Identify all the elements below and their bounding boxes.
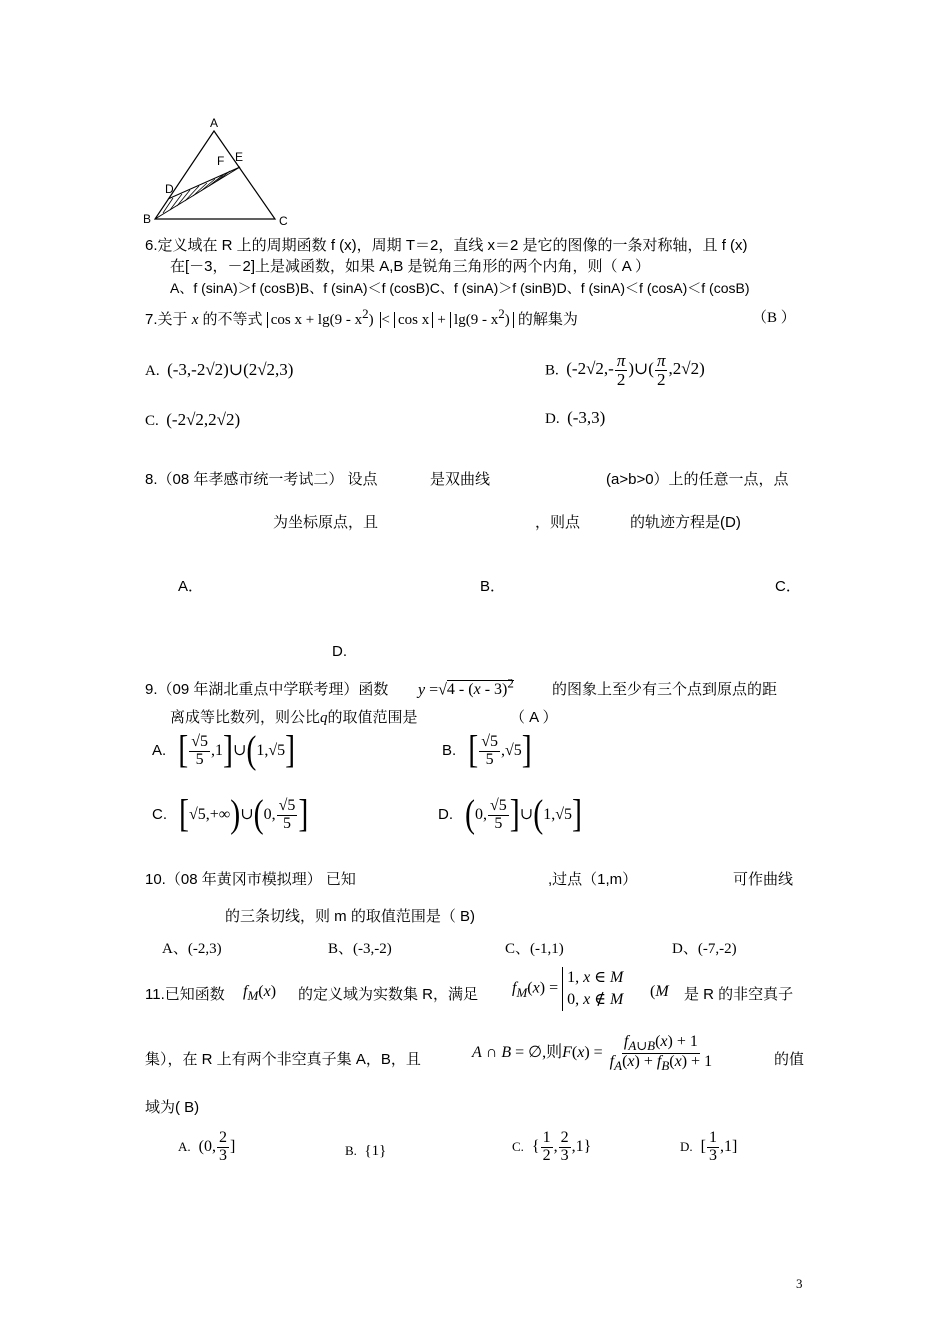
q6-line3: A、f (sinA)＞f (cosB)B、f (sinA)＜f (cosB)C、f (sinA)＞f (sinB)D、f (sinA)＜f (cosA)＜f (cosB) — [170, 280, 750, 296]
q8-line1c: (a>b>0）上的任意一点，点 — [606, 471, 789, 488]
q9-option-a: A. [ $\frac{√5}{5}$ ,1]∪(1,√5] — [152, 729, 296, 773]
q10-option-c: C、(-1,1) — [505, 941, 564, 957]
q7-stem: 7.关于 x 的不等式 $\cos x + \lg(9 - x^2) < \cos x + \lg(9 - x^2)$ 的解集为 — [145, 306, 578, 328]
q6-line1: 6.定义域在 R 上的周期函数 f (x)，周期 T＝2，直线 x＝2 是它的图像的一条对称轴，且 f (x) — [145, 237, 748, 254]
q11-option-b: B. {1} — [345, 1143, 387, 1159]
q7-option-b: B. (-2√2,- $\frac{\pi}{2}$ )∪( $\frac{\pi}{2}$ ,2√2) — [545, 351, 705, 389]
q11-option-d: D. [ $\frac{1}{3}$ ,1] — [680, 1129, 738, 1164]
q9-option-c: C. [√5,+∞)∪(0, $\frac{√5}{5}$ ] — [152, 793, 309, 837]
label-c: C — [279, 214, 288, 228]
q7-abs-left: $\cos x + \lg(9 - x^2)$ — [267, 312, 382, 328]
q9-option-b: B. [ $\frac{√5}{5}$ ,√5] — [442, 729, 532, 773]
triangle-figure — [135, 115, 295, 233]
q11-line1a: 11.已知函数 — [145, 986, 225, 1003]
q6-line2: 在[－3，－2]上是减函数，如果 A,B 是锐角三角形的两个内角，则（ A ） — [170, 258, 651, 275]
q9-line1b: 的图象上至少有三个点到原点的距 — [552, 681, 778, 698]
label-b: B — [143, 212, 152, 226]
q11-piecewise: $f_M(x)$ = 1, x ∈ M 0, x ∉ M — [512, 967, 623, 1011]
q11-line1c: 是 R 的非空真子 — [684, 986, 794, 1003]
q10-option-b: B、(-3,-2) — [328, 941, 392, 957]
q8-option-b: B． — [480, 578, 506, 595]
q8-line2a: 为坐标原点，且 — [273, 514, 379, 531]
q10-line2: 的三条切线，则 m 的取值范围是（ B) — [225, 908, 475, 925]
q10-option-d: D、(-7,-2) — [672, 941, 737, 957]
q8-option-a: A． — [178, 578, 204, 595]
q11-formula: A ∩ B = ∅,则F(x) = $\frac{f_{A\cup B}(x) + 1}{f_A(x) + f_B(x) + 1}$ — [472, 1033, 713, 1074]
q10-option-a: A、(-2,3) — [162, 941, 222, 957]
q7-option-a: A. (-3,-2√2)∪(2√2,3) — [145, 360, 294, 379]
q11-line1b: 的定义域为实数集 R，满足 — [298, 986, 479, 1003]
q9-line1a: 9.（09 年湖北重点中学联考理）函数 — [145, 681, 389, 698]
q11-option-a: A. (0, $\frac{2}{3}$ ] — [178, 1129, 236, 1164]
q8-line2c: 的轨迹方程是(D) — [630, 514, 741, 531]
q9-option-d: D. (0, $\frac{√5}{5}$ ]∪(1,√5] — [438, 793, 582, 837]
q7-answer: （B ） — [752, 310, 796, 326]
q11-line2a: 集），在 R 上有两个非空真子集 A，B，且 — [145, 1051, 421, 1068]
q11-option-c: C. { $\frac{1}{2}$ , $\frac{2}{3}$ ,1} — [512, 1129, 592, 1164]
q11-line3: 域为( B) — [145, 1099, 200, 1116]
label-a: A — [210, 116, 219, 130]
q10-line1c: 可作曲线 — [733, 871, 794, 888]
q7-option-d: D. (-3,3) — [545, 408, 606, 427]
q7-option-c: C. (-2√2,2√2) — [145, 410, 241, 429]
q9-function: y =√4 - (x - 3)$^2$ — [418, 676, 514, 699]
label-d: D — [165, 182, 174, 196]
q8-line2b: ，则点 — [535, 514, 581, 531]
q8-line1a: 8.（08 年孝感市统一考试二） 设点 — [145, 471, 378, 488]
q9-answer: （ A ） — [510, 709, 558, 726]
q8-option-d: D. — [332, 643, 347, 660]
label-f: F — [217, 154, 225, 168]
q11-m-paren: (M — [650, 983, 669, 1000]
q8-line1b: 是双曲线 — [430, 471, 491, 488]
q11-fm-x: $f_M(x)$ — [243, 983, 277, 1004]
q8-option-c: C． — [775, 578, 801, 595]
label-e: E — [235, 150, 244, 164]
q10-line1b: ,过点（1,m） — [548, 871, 638, 888]
q10-line1a: 10.（08 年黄冈市模拟理） 已知 — [145, 871, 356, 888]
q11-line2b: 的值 — [774, 1051, 805, 1068]
q9-line2: 离成等比数列，则公比q的取值范围是 — [170, 709, 418, 726]
page-number: 3 — [796, 1276, 803, 1291]
